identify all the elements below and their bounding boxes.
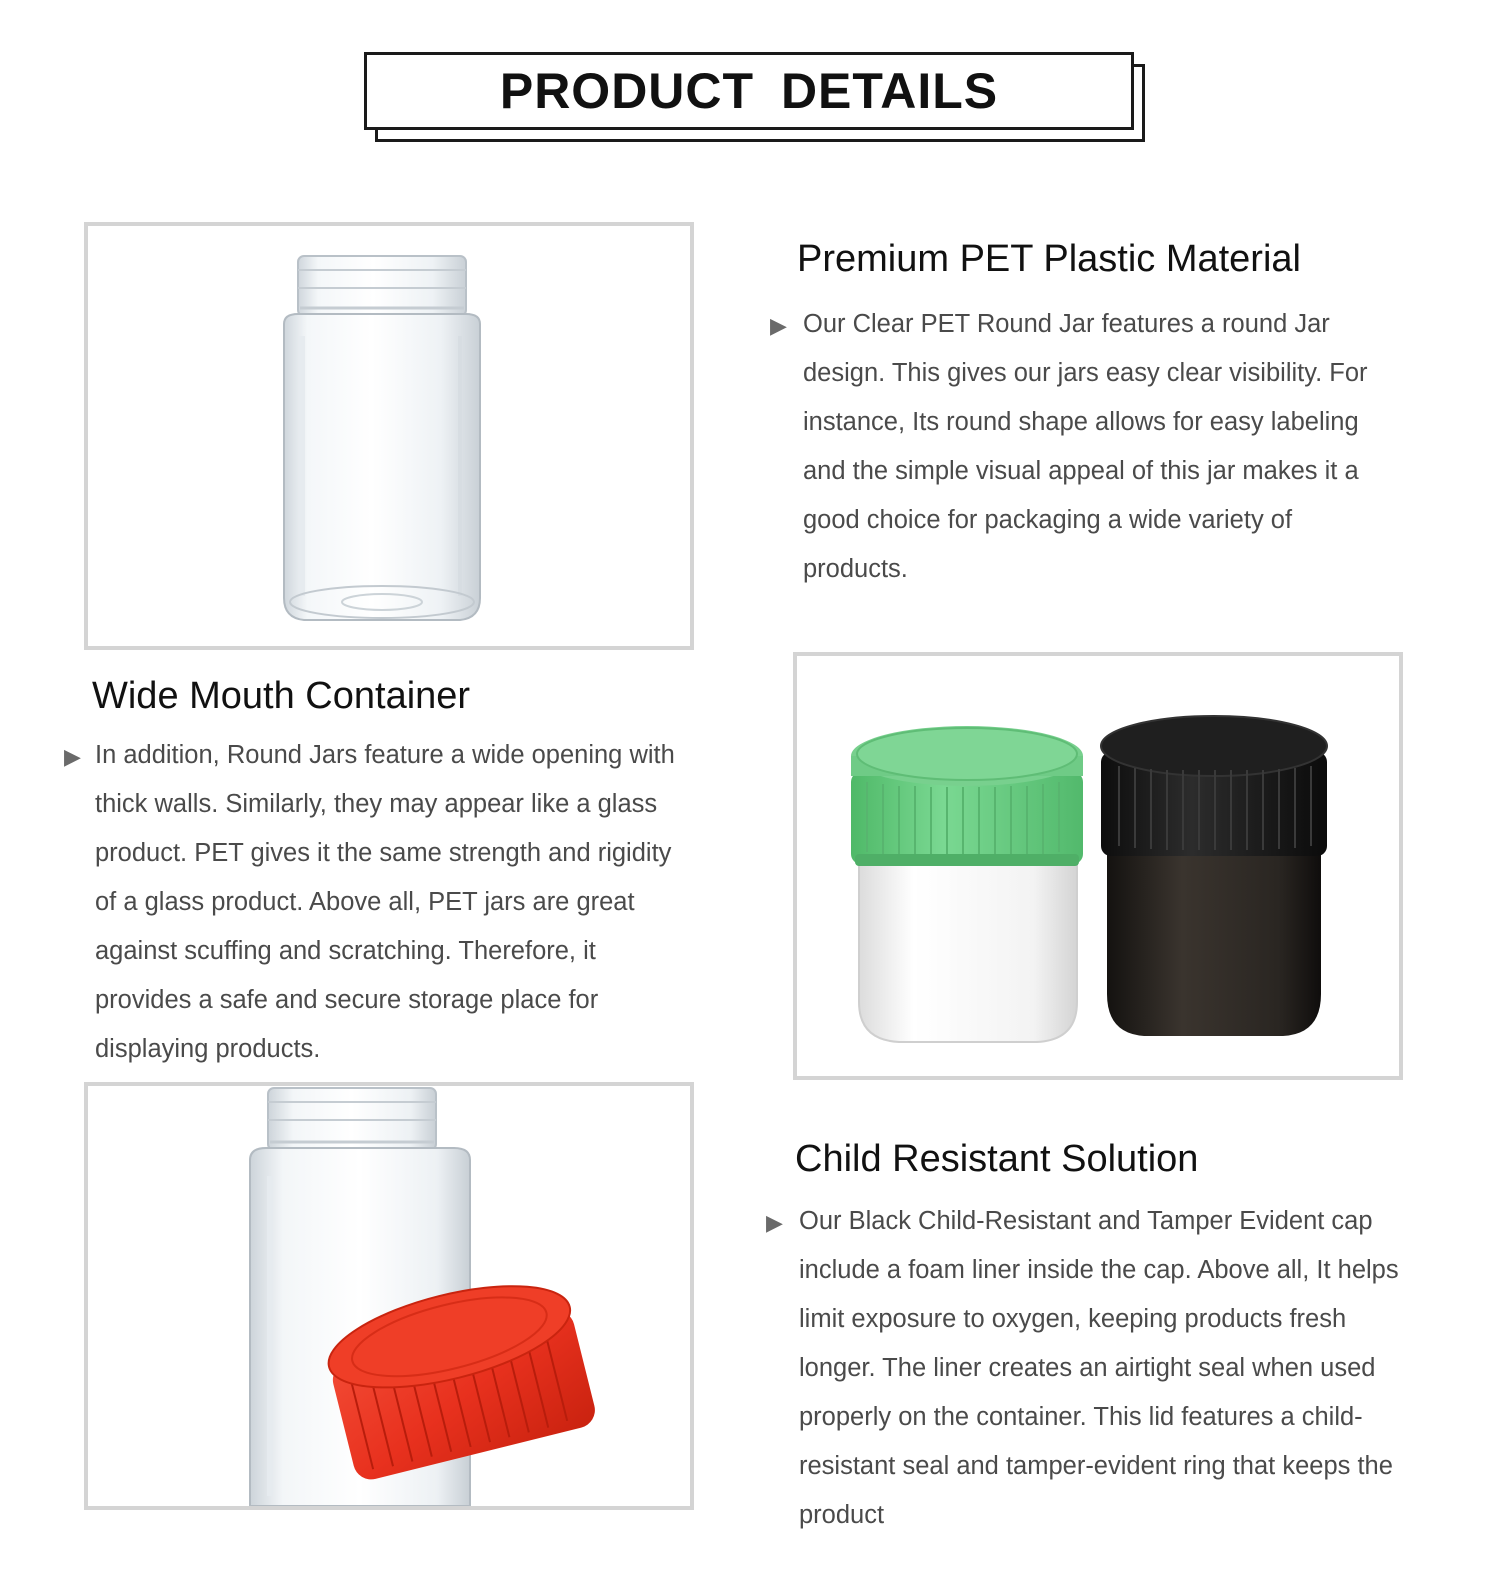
clear-pet-jar-image: [84, 222, 694, 650]
section-body-child-resistant: Our Black Child-Resistant and Tamper Evident cap include a foam liner inside the cap. Above all, It helps limit exposure to oxygen, keeping products fresh longer. The liner creates an airtight seal when used properly on the container. This lid features a child-resistant seal and tamper-evident ring that keeps the product: [799, 1207, 1399, 1529]
section-body-wide-mouth: In addition, Round Jars feature a wide opening with thick walls. Similarly, they may appear like a glass product. PET gives it the same strength and rigidity of a glass product. Above all, PET jars are great against scuffing and scratching. Therefore, it provides a safe and secure storage place for displaying products.: [95, 741, 675, 1063]
clear-jar-with-red-cap-image: [84, 1082, 694, 1510]
section-title-wide-mouth: Wide Mouth Container: [92, 675, 471, 717]
capped-jars-illustration: [797, 656, 1399, 1076]
triangle-right-icon: ▶: [766, 1210, 783, 1235]
section-body-premium-pet: Our Clear PET Round Jar features a round Jar design. This gives our jars easy clear visibility. For instance, Its round shape allows for easy labeling and the simple visual appeal of this jar makes it a good choice for packaging a wide variety of products.: [803, 310, 1368, 583]
header-banner: [364, 52, 1134, 130]
section-title-premium-pet: Premium PET Plastic Material: [797, 238, 1301, 280]
triangle-right-icon: ▶: [64, 744, 81, 769]
clear-jar-illustration: [88, 226, 690, 646]
clear-jar-red-cap-illustration: [88, 1086, 690, 1506]
page-title: PRODUCT DETAILS: [499, 63, 999, 119]
triangle-right-icon: ▶: [770, 313, 787, 338]
green-and-black-capped-jars-image: [793, 652, 1403, 1080]
section-title-child-resistant: Child Resistant Solution: [795, 1138, 1199, 1180]
